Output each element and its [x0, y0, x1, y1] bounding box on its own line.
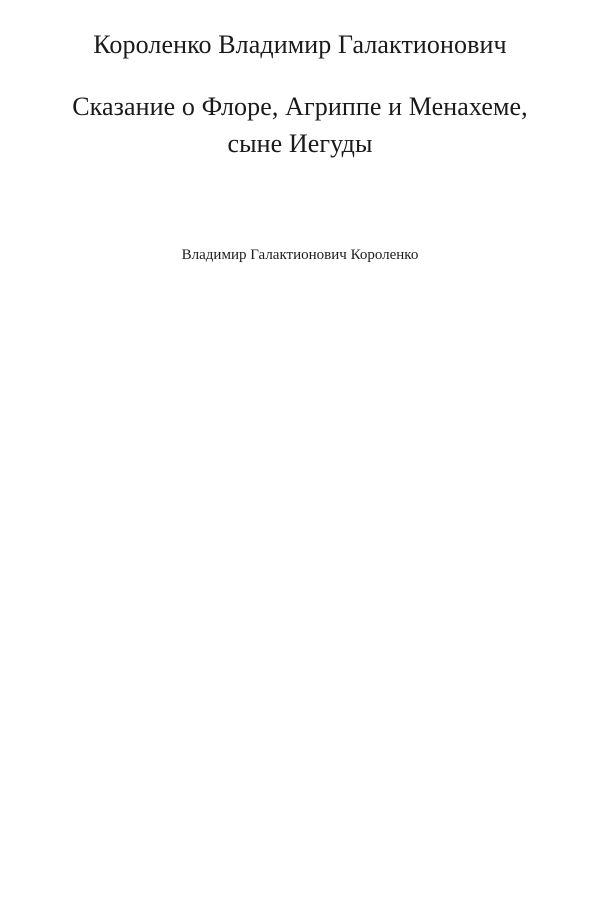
page-title: Сказание о Флоре, Агриппе и Менахеме, сыне Иегуды [72, 92, 528, 159]
author-byline: Владимир Галактионович Короленко [181, 247, 419, 264]
author-heading: Короленко Владимир Галактионович [93, 30, 507, 59]
title-page-content [0, 0, 600, 266]
